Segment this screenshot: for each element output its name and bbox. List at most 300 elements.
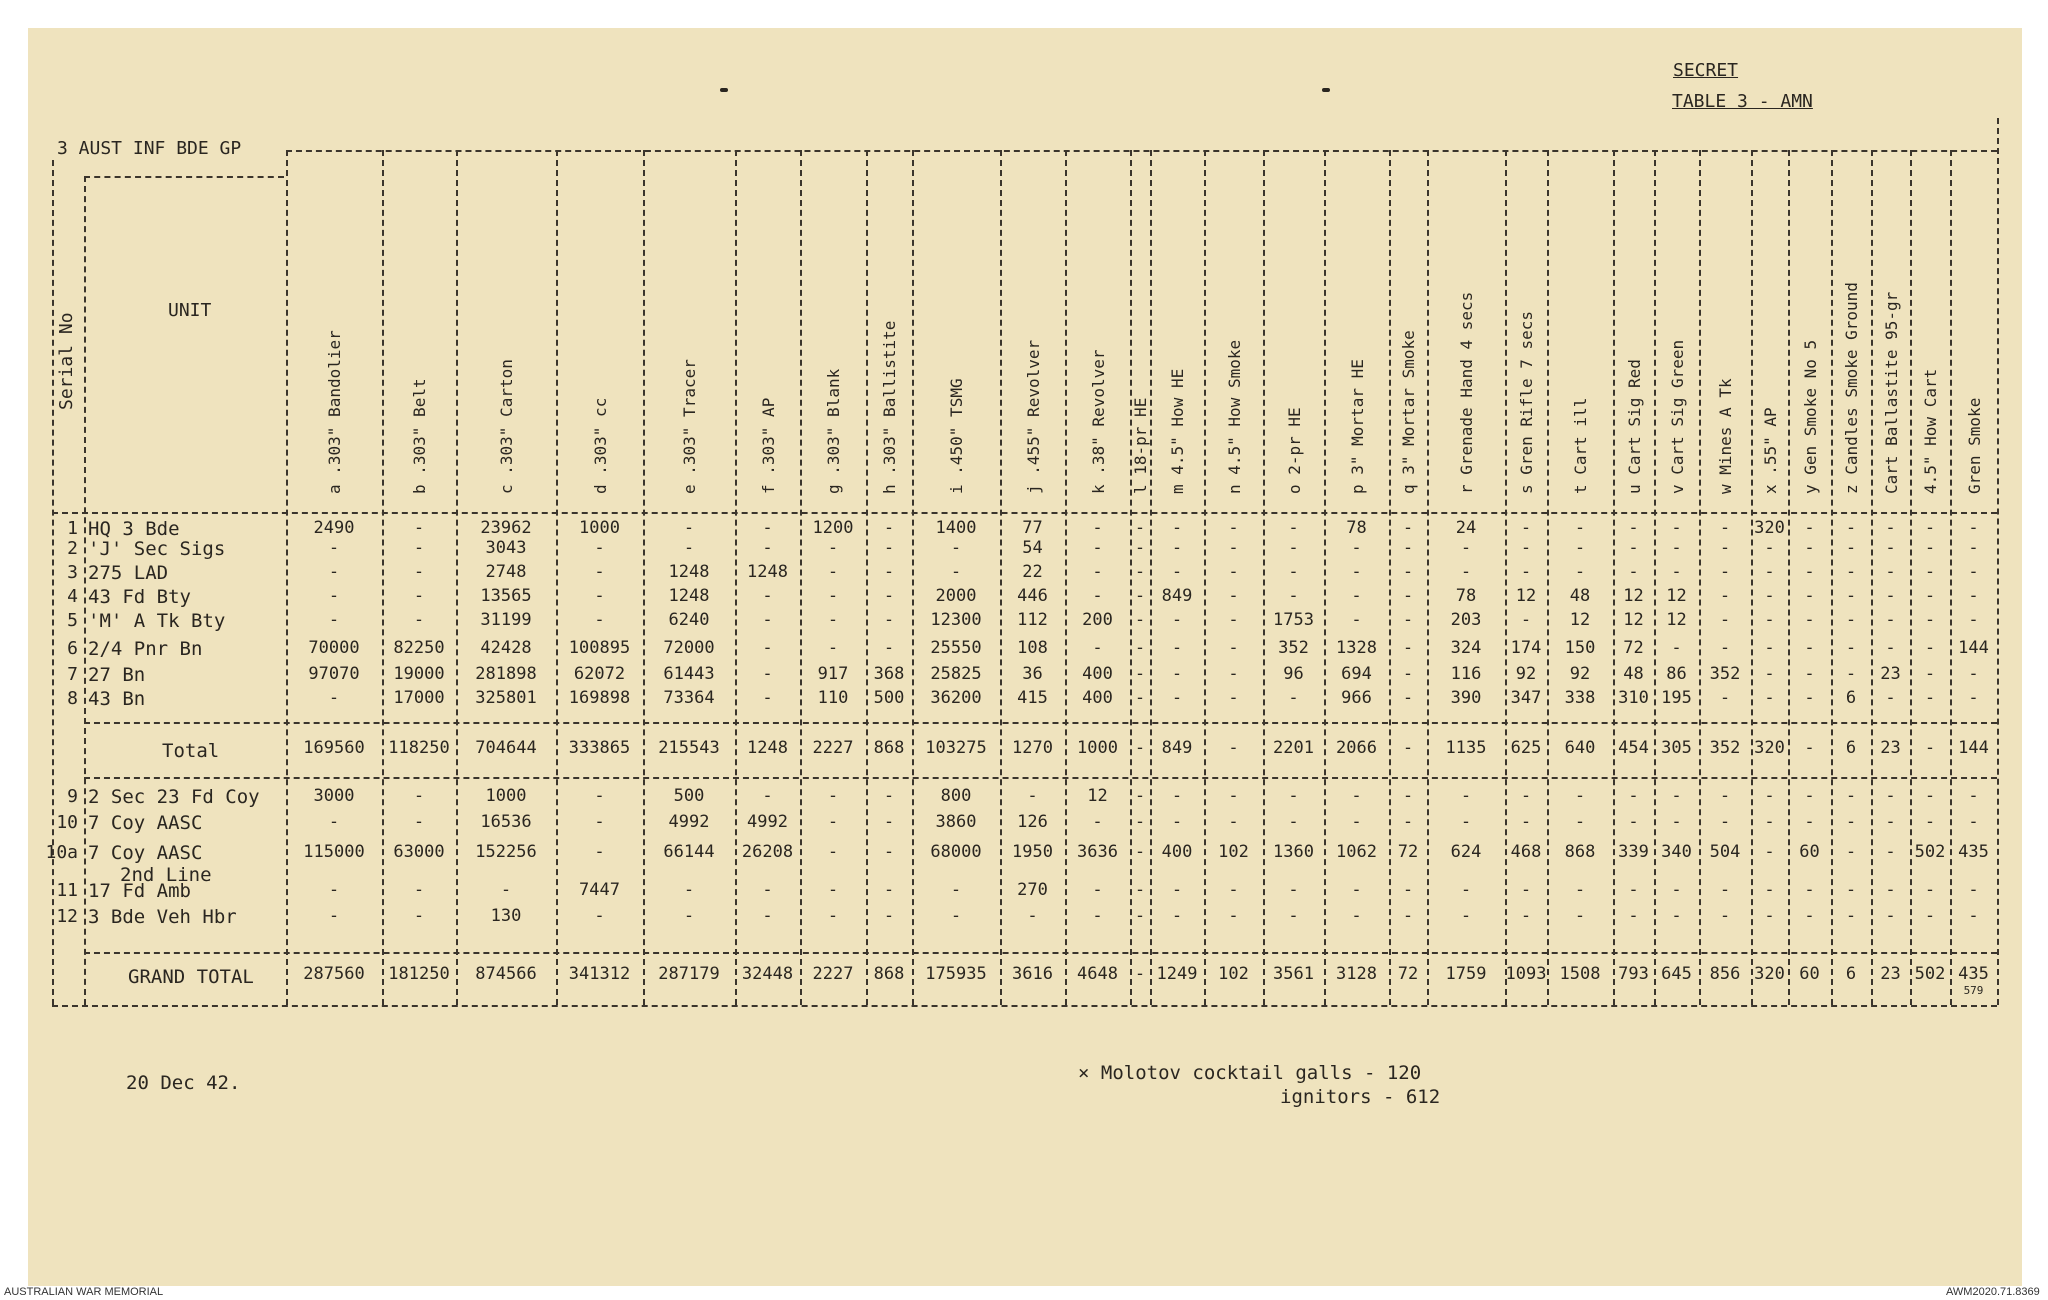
table-cell: 61443 bbox=[663, 664, 715, 684]
total-cell: 215543 bbox=[658, 738, 720, 758]
table-cell: 500 bbox=[873, 688, 905, 708]
column-header: v Cart Sig Green bbox=[1667, 339, 1687, 494]
table-cell: 12 bbox=[1666, 610, 1687, 630]
table-cell: - bbox=[1134, 518, 1146, 538]
table-cell: 3043 bbox=[485, 538, 527, 558]
table-cell: - bbox=[1402, 786, 1414, 806]
total-cell: 1000 bbox=[1077, 738, 1118, 758]
column-rule bbox=[1505, 150, 1507, 1005]
table-cell: - bbox=[1574, 562, 1586, 582]
table-cell: - bbox=[1520, 812, 1532, 832]
table-cell: 3000 bbox=[313, 786, 355, 806]
table-cell: - bbox=[1804, 880, 1815, 900]
table-cell: - bbox=[1288, 786, 1299, 806]
column-header: m 4.5" How HE bbox=[1168, 368, 1187, 494]
table-cell: - bbox=[1924, 562, 1936, 582]
table-cell: - bbox=[827, 638, 839, 658]
column-rule bbox=[866, 150, 868, 1005]
table-cell: - bbox=[883, 638, 895, 658]
table-cell: - bbox=[1171, 610, 1183, 630]
table-cell: - bbox=[413, 586, 425, 606]
header-rule bbox=[84, 176, 284, 178]
table-cell: - bbox=[1924, 812, 1936, 832]
table-cell: - bbox=[1885, 638, 1896, 658]
table-cell: - bbox=[762, 688, 773, 708]
column-header: g .303" Blank bbox=[824, 368, 843, 494]
table-cell: - bbox=[1968, 664, 1979, 684]
unit-name: 7 Coy AASC bbox=[88, 812, 203, 834]
table-cell: - bbox=[1885, 688, 1896, 708]
column-header: l 18-pr HE bbox=[1131, 397, 1150, 494]
table-cell: 281898 bbox=[475, 664, 537, 684]
table-cell: - bbox=[683, 538, 695, 558]
table-cell: - bbox=[1764, 562, 1775, 582]
column-header: q 3" Mortar Smoke bbox=[1399, 330, 1418, 494]
column-header: i .450" TSMG bbox=[947, 378, 966, 494]
total-cell: - bbox=[1402, 738, 1414, 758]
table-cell: - bbox=[1171, 562, 1183, 582]
table-cell: - bbox=[1171, 812, 1183, 832]
table-cell: 1200 bbox=[812, 518, 854, 538]
unit-name: 2 Sec 23 Fd Coy bbox=[88, 786, 260, 808]
column-rule bbox=[1130, 150, 1132, 1005]
table-cell: - bbox=[594, 906, 605, 926]
table-cell: - bbox=[1288, 586, 1299, 606]
table-cell: 340 bbox=[1661, 842, 1692, 862]
table-cell: - bbox=[1968, 880, 1979, 900]
grandtotal-top-rule bbox=[84, 952, 1997, 954]
table-cell: - bbox=[328, 880, 340, 900]
table-cell: 17000 bbox=[393, 688, 445, 708]
table-cell: 500 bbox=[673, 786, 705, 806]
total-cell: 2201 bbox=[1273, 738, 1314, 758]
grand-total-cell: - bbox=[1134, 964, 1146, 984]
table-cell: - bbox=[1845, 586, 1857, 606]
column-header: t Cart ill bbox=[1571, 397, 1590, 494]
table-cell: - bbox=[1885, 538, 1896, 558]
table-cell: 63000 bbox=[393, 842, 445, 862]
table-cell: - bbox=[1460, 562, 1472, 582]
column-rule bbox=[800, 150, 802, 1005]
column-rule bbox=[1324, 150, 1326, 1005]
table-cell: - bbox=[413, 880, 425, 900]
table-cell: - bbox=[1402, 610, 1414, 630]
total-cell: 320 bbox=[1754, 738, 1785, 758]
table-cell: - bbox=[827, 586, 839, 606]
table-cell: - bbox=[1228, 518, 1239, 538]
table-cell: - bbox=[1764, 638, 1775, 658]
table-cell: - bbox=[1402, 562, 1414, 582]
table-cell: - bbox=[1460, 906, 1472, 926]
table-cell: - bbox=[1228, 538, 1239, 558]
table-cell: 12 bbox=[1569, 610, 1591, 630]
table-cell: 169898 bbox=[568, 688, 631, 708]
unit-name-line2: 2nd Line bbox=[120, 864, 212, 886]
table-cell: - bbox=[827, 562, 839, 582]
table-cell: - bbox=[762, 880, 773, 900]
table-cell: - bbox=[1924, 586, 1936, 606]
table-cell: - bbox=[1845, 880, 1857, 900]
table-cell: - bbox=[827, 610, 839, 630]
table-cell: - bbox=[1968, 786, 1979, 806]
grand-total-cell: 287179 bbox=[658, 964, 720, 984]
table-cell: - bbox=[1719, 688, 1731, 708]
table-cell: - bbox=[1924, 638, 1936, 658]
table-cell: - bbox=[1351, 610, 1362, 630]
table-cell: - bbox=[1924, 610, 1936, 630]
table-cell: - bbox=[1092, 562, 1103, 582]
table-cell: - bbox=[1924, 786, 1936, 806]
table-cell: - bbox=[1134, 610, 1146, 630]
unit-header: UNIT bbox=[168, 300, 212, 321]
table-bottom-rule bbox=[52, 1005, 1997, 1007]
table-cell: 368 bbox=[873, 664, 905, 684]
table-cell: - bbox=[762, 906, 773, 926]
table-cell: - bbox=[1288, 518, 1299, 538]
grand-total-cell: 6 bbox=[1845, 964, 1857, 984]
table-cell: - bbox=[683, 880, 695, 900]
table-cell: - bbox=[328, 906, 340, 926]
footnote-line-1: × Molotov cocktail galls - 120 bbox=[1078, 1062, 1422, 1084]
header-rule bbox=[286, 150, 1997, 152]
unit-name: 275 LAD bbox=[88, 562, 169, 584]
table-cell: - bbox=[1804, 610, 1815, 630]
table-cell: 6240 bbox=[668, 610, 710, 630]
table-cell: - bbox=[1351, 906, 1362, 926]
table-cell: 1328 bbox=[1336, 638, 1377, 658]
table-cell: - bbox=[500, 880, 512, 900]
table-cell: - bbox=[1719, 638, 1731, 658]
unit-name: 17 Fd Amb bbox=[88, 880, 191, 902]
table-cell: - bbox=[1228, 586, 1239, 606]
table-cell: - bbox=[1402, 880, 1414, 900]
table-cell: 2000 bbox=[935, 586, 977, 606]
header-bottom-rule bbox=[52, 512, 1997, 514]
total-cell: 849 bbox=[1161, 738, 1193, 758]
total-cell: 352 bbox=[1709, 738, 1741, 758]
table-cell: 42428 bbox=[480, 638, 532, 658]
table-cell: - bbox=[762, 586, 773, 606]
table-cell: - bbox=[1845, 538, 1857, 558]
table-cell: - bbox=[1845, 562, 1857, 582]
table-cell: - bbox=[1968, 586, 1979, 606]
table-cell: 12300 bbox=[930, 610, 982, 630]
column-rule bbox=[1204, 150, 1206, 1005]
table-cell: - bbox=[1574, 786, 1586, 806]
table-cell: - bbox=[1885, 880, 1896, 900]
table-cell: - bbox=[1460, 538, 1472, 558]
serial-number: 9 bbox=[67, 786, 78, 807]
grand-total-cell: 435 bbox=[1958, 964, 1989, 984]
table-cell: - bbox=[1845, 664, 1857, 684]
column-header: j .455" Revolver bbox=[1023, 339, 1043, 494]
table-cell: 12 bbox=[1623, 586, 1644, 606]
table-cell: - bbox=[883, 586, 895, 606]
table-cell: - bbox=[1171, 688, 1183, 708]
table-cell: 54 bbox=[1022, 538, 1043, 558]
column-rule bbox=[1613, 150, 1615, 1005]
table-cell: - bbox=[1804, 638, 1815, 658]
table-cell: - bbox=[762, 664, 773, 684]
table-cell: 66144 bbox=[663, 842, 715, 862]
table-cell: - bbox=[1520, 906, 1532, 926]
serial-number: 8 bbox=[67, 688, 78, 709]
table-cell: - bbox=[328, 562, 340, 582]
table-cell: - bbox=[1968, 906, 1979, 926]
table-cell: - bbox=[1351, 786, 1362, 806]
table-cell: - bbox=[1520, 880, 1532, 900]
table-cell: - bbox=[762, 518, 773, 538]
table-cell: - bbox=[1671, 906, 1682, 926]
column-rule bbox=[1788, 150, 1790, 1005]
column-rule bbox=[1547, 150, 1549, 1005]
table-cell: - bbox=[594, 586, 605, 606]
column-rule bbox=[1150, 150, 1152, 1005]
total-cell: 868 bbox=[873, 738, 905, 758]
unit-name: 'J' Sec Sigs bbox=[88, 538, 226, 560]
table-cell: 92 bbox=[1515, 664, 1537, 684]
unit-name: 43 Bn bbox=[88, 688, 146, 710]
table-cell: - bbox=[1671, 562, 1682, 582]
source-caption: AUSTRALIAN WAR MEMORIAL bbox=[4, 1286, 164, 1298]
table-cell: 150 bbox=[1564, 638, 1596, 658]
table-cell: - bbox=[1351, 538, 1362, 558]
table-cell: - bbox=[1134, 880, 1146, 900]
table-cell: 112 bbox=[1017, 610, 1048, 630]
table-cell: - bbox=[1574, 906, 1586, 926]
table-cell: - bbox=[1764, 786, 1775, 806]
table-cell: 115000 bbox=[303, 842, 365, 862]
serial-number: 3 bbox=[67, 562, 78, 583]
table-cell: 62072 bbox=[573, 664, 626, 684]
table-cell: - bbox=[413, 786, 425, 806]
table-cell: - bbox=[1924, 538, 1936, 558]
table-cell: 130 bbox=[490, 906, 522, 926]
table-cell: - bbox=[1228, 906, 1239, 926]
table-cell: 4992 bbox=[668, 812, 710, 832]
table-cell: - bbox=[1764, 664, 1775, 684]
column-rule bbox=[1871, 150, 1873, 1005]
table-cell: - bbox=[1719, 880, 1731, 900]
classification-label: SECRET bbox=[1673, 60, 1739, 81]
table-cell: - bbox=[1288, 538, 1299, 558]
grand-total-cell: 4648 bbox=[1077, 964, 1118, 984]
unit-name: 2/4 Pnr Bn bbox=[88, 638, 203, 660]
table-cell: 868 bbox=[1564, 842, 1596, 862]
table-cell: - bbox=[413, 812, 425, 832]
table-cell: - bbox=[1968, 518, 1979, 538]
grand-total-cell: 502 bbox=[1914, 964, 1946, 984]
table-cell: - bbox=[1228, 880, 1239, 900]
grand-total-cell: 60 bbox=[1799, 964, 1820, 984]
table-cell: 97070 bbox=[308, 664, 360, 684]
column-header: f .303" AP bbox=[758, 397, 778, 494]
column-header: n 4.5" How Smoke bbox=[1224, 339, 1244, 494]
table-cell: - bbox=[1671, 880, 1682, 900]
table-cell: - bbox=[413, 610, 425, 630]
table-cell: - bbox=[1968, 688, 1979, 708]
table-cell: - bbox=[1628, 906, 1639, 926]
table-cell: 174 bbox=[1510, 638, 1542, 658]
grand-total-cell: 1508 bbox=[1559, 964, 1601, 984]
grand-total-label: GRAND TOTAL bbox=[128, 966, 254, 988]
table-cell: - bbox=[883, 880, 895, 900]
table-cell: 6 bbox=[1845, 688, 1857, 708]
table-cell: - bbox=[1628, 562, 1639, 582]
table-cell: - bbox=[1092, 812, 1103, 832]
column-rule bbox=[1751, 150, 1753, 1005]
table-cell: - bbox=[1845, 518, 1857, 538]
table-cell: 82250 bbox=[393, 638, 445, 658]
punch-mark bbox=[1322, 88, 1330, 92]
serial-number: 4 bbox=[67, 586, 78, 607]
table-cell: - bbox=[1764, 610, 1775, 630]
table-cell: - bbox=[1520, 610, 1532, 630]
table-cell: - bbox=[950, 562, 962, 582]
table-cell: - bbox=[883, 906, 895, 926]
table-cell: - bbox=[827, 538, 839, 558]
total-cell: 103275 bbox=[925, 738, 987, 758]
grand-total-cell: 32448 bbox=[741, 964, 794, 984]
table-cell: 1062 bbox=[1336, 842, 1377, 862]
table-cell: 270 bbox=[1017, 880, 1048, 900]
total-cell: 6 bbox=[1845, 738, 1857, 758]
table-cell: 25825 bbox=[930, 664, 982, 684]
table-cell: 25550 bbox=[930, 638, 982, 658]
table-title: TABLE 3 - AMN bbox=[1672, 91, 1813, 112]
table-cell: - bbox=[1134, 562, 1146, 582]
table-cell: 3860 bbox=[935, 812, 977, 832]
table-cell: - bbox=[1671, 812, 1682, 832]
unit-name: 43 Fd Bty bbox=[88, 586, 191, 608]
table-cell: 70000 bbox=[308, 638, 360, 658]
column-rule bbox=[1910, 150, 1912, 1005]
grand-total-cell: 181250 bbox=[388, 964, 450, 984]
table-cell: - bbox=[1885, 812, 1896, 832]
table-cell: - bbox=[1845, 906, 1857, 926]
table-cell: - bbox=[594, 842, 605, 862]
table-cell: - bbox=[1885, 562, 1896, 582]
table-cell: - bbox=[594, 812, 605, 832]
table-cell: - bbox=[683, 906, 695, 926]
table-cell: - bbox=[1924, 906, 1936, 926]
table-cell: - bbox=[1764, 906, 1775, 926]
table-cell: - bbox=[1092, 906, 1103, 926]
total-cell: 144 bbox=[1958, 738, 1989, 758]
total-cell: - bbox=[1134, 738, 1146, 758]
table-cell: - bbox=[1288, 812, 1299, 832]
formation-title: 3 AUST INF BDE GP bbox=[57, 138, 242, 159]
table-cell: - bbox=[1520, 538, 1532, 558]
table-cell: - bbox=[1402, 538, 1414, 558]
table-cell: - bbox=[1764, 688, 1775, 708]
column-rule bbox=[456, 150, 458, 1005]
total-cell: 169560 bbox=[303, 738, 365, 758]
table-cell: 16536 bbox=[480, 812, 532, 832]
table-cell: - bbox=[1924, 664, 1936, 684]
serial-number: 7 bbox=[67, 664, 78, 685]
table-cell: - bbox=[1968, 812, 1979, 832]
serial-number: 10a bbox=[45, 842, 78, 863]
table-cell: - bbox=[1764, 812, 1775, 832]
table-cell: - bbox=[1228, 638, 1239, 658]
table-cell: 23 bbox=[1880, 664, 1901, 684]
table-cell: 116 bbox=[1450, 664, 1482, 684]
table-cell: - bbox=[413, 562, 425, 582]
serial-number: 1 bbox=[67, 518, 78, 539]
table-cell: 435 bbox=[1958, 842, 1989, 862]
table-cell: 92 bbox=[1569, 664, 1591, 684]
table-cell: - bbox=[1574, 538, 1586, 558]
column-header: u Cart Sig Red bbox=[1624, 359, 1644, 494]
table-cell: - bbox=[1027, 786, 1038, 806]
table-cell: - bbox=[883, 786, 895, 806]
table-cell: 800 bbox=[940, 786, 972, 806]
table-cell: - bbox=[827, 812, 839, 832]
table-cell: 12 bbox=[1666, 586, 1687, 606]
table-cell: - bbox=[1171, 906, 1183, 926]
table-cell: 23962 bbox=[480, 518, 532, 538]
table-cell: - bbox=[1628, 786, 1639, 806]
total-cell: 454 bbox=[1618, 738, 1649, 758]
table-cell: 19000 bbox=[393, 664, 445, 684]
table-cell: - bbox=[1460, 812, 1472, 832]
grand-total-cell: 320 bbox=[1754, 964, 1785, 984]
table-cell: 1248 bbox=[668, 562, 710, 582]
table-cell: - bbox=[1574, 880, 1586, 900]
column-rule bbox=[1389, 150, 1391, 1005]
table-cell: - bbox=[328, 610, 340, 630]
table-cell: - bbox=[1351, 880, 1362, 900]
table-cell: - bbox=[1288, 906, 1299, 926]
table-cell: 400 bbox=[1082, 664, 1113, 684]
table-cell: - bbox=[1027, 906, 1038, 926]
total-cell: - bbox=[1228, 738, 1239, 758]
table-cell: - bbox=[1402, 688, 1414, 708]
table-cell: 36200 bbox=[930, 688, 982, 708]
table-cell: - bbox=[1228, 664, 1239, 684]
table-cell: - bbox=[1885, 610, 1896, 630]
table-cell: - bbox=[1845, 610, 1857, 630]
grand-total-cell: 3128 bbox=[1336, 964, 1377, 984]
grand-total-cell: 1249 bbox=[1156, 964, 1198, 984]
table-cell: - bbox=[1885, 518, 1896, 538]
table-cell: - bbox=[1520, 786, 1532, 806]
table-cell: 13565 bbox=[480, 586, 532, 606]
column-header: x .55" AP bbox=[1760, 407, 1780, 494]
table-cell: 339 bbox=[1618, 842, 1649, 862]
table-cell: - bbox=[1885, 786, 1896, 806]
column-rule bbox=[735, 150, 737, 1005]
table-cell: 203 bbox=[1450, 610, 1482, 630]
grand-total-cell: 645 bbox=[1661, 964, 1692, 984]
table-cell: - bbox=[1845, 638, 1857, 658]
table-cell: - bbox=[1804, 586, 1815, 606]
table-cell: 966 bbox=[1341, 688, 1372, 708]
table-cell: 78 bbox=[1455, 586, 1477, 606]
table-cell: 347 bbox=[1510, 688, 1542, 708]
grand-total-cell: 175935 bbox=[925, 964, 987, 984]
table-cell: - bbox=[1402, 638, 1414, 658]
column-rule bbox=[1831, 150, 1833, 1005]
table-cell: - bbox=[1228, 812, 1239, 832]
table-cell: - bbox=[1719, 906, 1731, 926]
table-cell: - bbox=[1719, 786, 1731, 806]
table-cell: - bbox=[1924, 688, 1936, 708]
table-cell: - bbox=[1764, 586, 1775, 606]
table-cell: 60 bbox=[1799, 842, 1820, 862]
total-cell: - bbox=[1804, 738, 1815, 758]
